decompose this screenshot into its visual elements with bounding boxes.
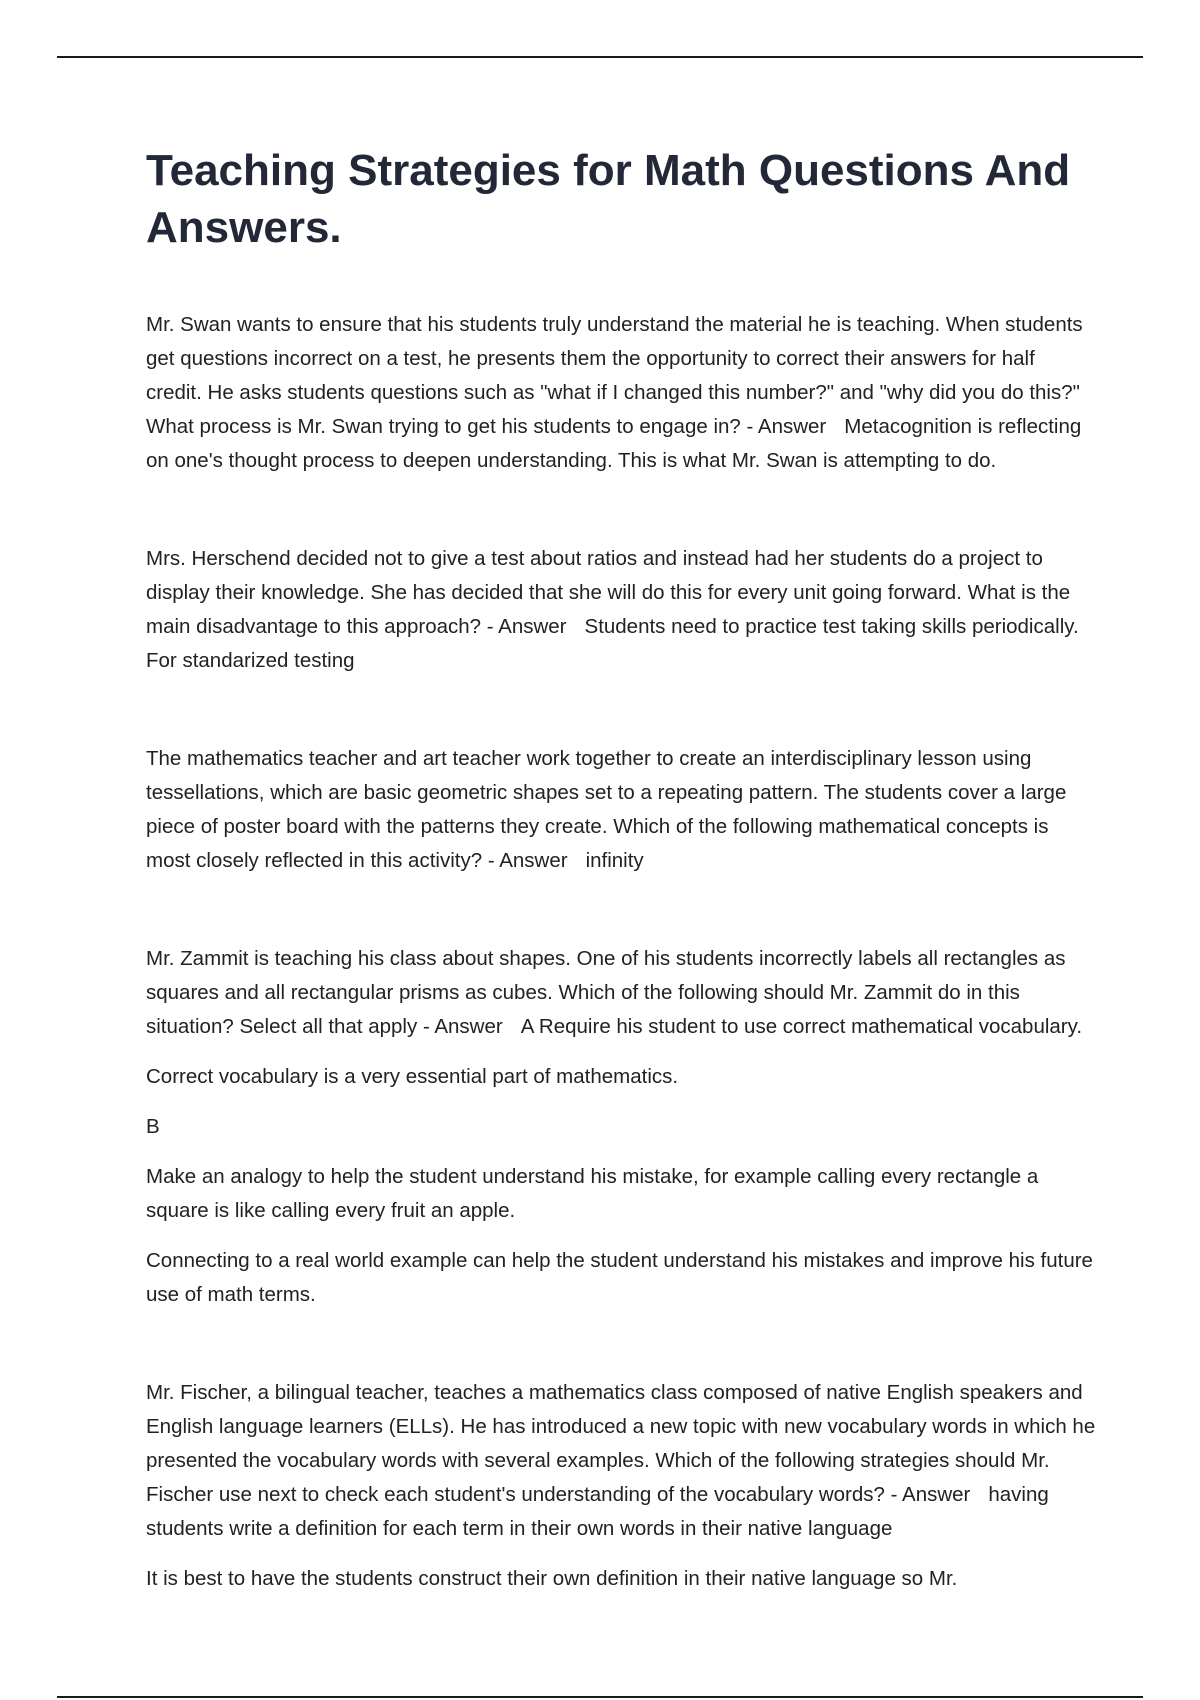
- qa-question-text: Mrs. Herschend decided not to give a test about ratios and instead had her students do a project to display their knowledge. She has decided that she will do this for every unit going forward. What is the main disadvantage to this approach? - Answer Students need to practice test taking skills periodically. For standarized testing: [146, 547, 1079, 672]
- qa-question-text: Mr. Fischer, a bilingual teacher, teaches a mathematics class composed of native English speakers and English language learners (ELLs). He has introduced a new topic with new vocabulary words in which he presented the vocabulary words with several examples. Which of the following strategies should Mr. Fischer use next to check each student's understanding of the vocabulary words? - Answer having students write a definition for each term in their own words in their native language: [146, 1381, 1096, 1540]
- qa-item-4: [146, 942, 1096, 1312]
- qa-option-label: B: [146, 1115, 160, 1138]
- qa-explanation: Correct vocabulary is a very essential part of mathematics.: [146, 1065, 679, 1088]
- qa-item-1: [146, 308, 1096, 478]
- qa-item-5: [146, 1376, 1096, 1596]
- qa-explanation: It is best to have the students construct their own definition in their native language so Mr.: [146, 1567, 958, 1590]
- qa-item-3: [146, 742, 1096, 878]
- qa-item-2: [146, 542, 1096, 678]
- top-rule: [57, 56, 1143, 58]
- page-title: Teaching Strategies for Math Questions And Answers.: [146, 146, 1071, 252]
- qa-question-text: The mathematics teacher and art teacher work together to create an interdisciplinary lesson using tessellations, which are basic geometric shapes set to a repeating pattern. The students cover a large piece of poster board with the patterns they create. Which of the following mathematical concepts is most closely reflected in this activity? - Answer infinity: [146, 747, 1067, 872]
- qa-question-text: Mr. Swan wants to ensure that his students truly understand the material he is teaching. When students get questions incorrect on a test, he presents them the opportunity to correct their answers for half credit. He asks students questions such as "what if I changed this number?" and "why did you do this?" What process is Mr. Swan trying to get his students to engage in? - Answer Metacognition is reflecting on one's thought process to deepen understanding. This is what Mr. Swan is attempting to do.: [146, 313, 1083, 472]
- bottom-rule: [57, 1696, 1143, 1698]
- qa-explanation: Make an analogy to help the student understand his mistake, for example calling every rectangle a square is like calling every fruit an apple.: [146, 1165, 1039, 1222]
- document-body: [146, 142, 1096, 1660]
- qa-question-text: Mr. Zammit is teaching his class about shapes. One of his students incorrectly labels all rectangles as squares and all rectangular prisms as cubes. Which of the following should Mr. Zammit do in this situation? Select all that apply - Answer A Require his student to use correct mathematical vocabulary.: [146, 947, 1083, 1038]
- qa-explanation: Connecting to a real world example can help the student understand his mistakes and improve his future use of math terms.: [146, 1249, 1093, 1306]
